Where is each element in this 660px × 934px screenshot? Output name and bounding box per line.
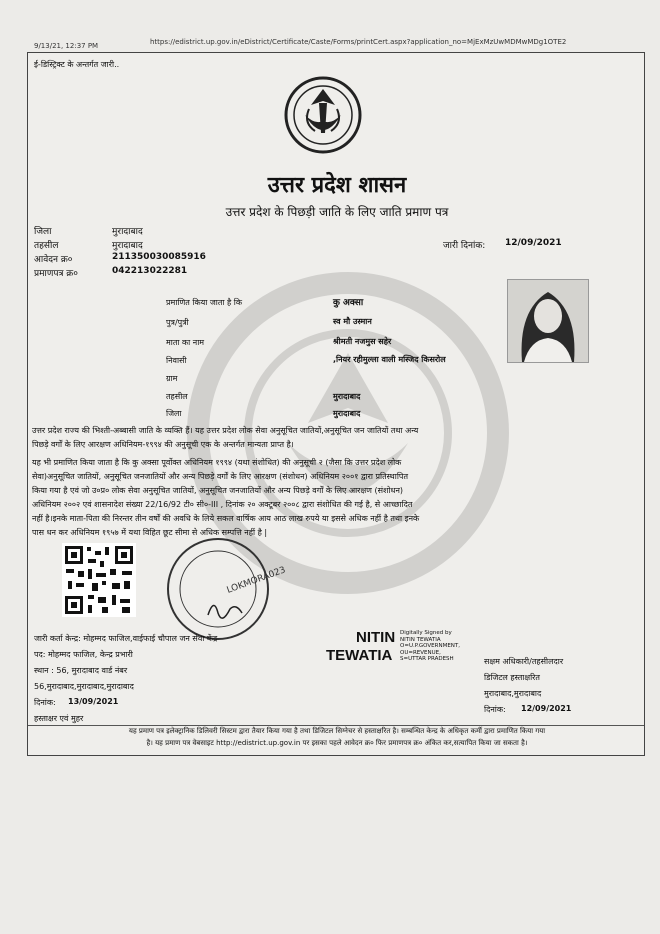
footer-note-line-1: यह प्रमाण पत्र इलेक्ट्रानिक डिलिवरी सिस्टम द्वारा तैयार किया गया है तथा डिजिटल सिग्नेचर से हस्ताक्षरित है। सम्बन्धित केन्द्र के अधिकृत कर्मी द्वारा प्रमाणित किया गया [128, 727, 546, 735]
tehsil-value: मुरादाबाद [112, 241, 143, 251]
caste-paragraph [32, 424, 632, 452]
lokmora-stamp-icon [156, 533, 288, 643]
tehsil-label: तहसील [34, 241, 59, 251]
details-tehsil-label: तहसील [166, 392, 188, 401]
income-paragraph-line: किया गया है एवं जो उ०प्र० लोक सेवा अनुसूचित जातियों, अनुसूचित जनजातियों और अन्य पिछड़े वर्गों के लिए आरक्षण (संशोधन) [32, 486, 404, 495]
caste-paragraph-line: उत्तर प्रदेश राज्य की भिश्ती-अब्बासी जाति के व्यक्ति हैं। यह उत्तर प्रदेश लोक सेवा अनुसूचित जातियों,अनुसूचित जन जातियों तथा अन्य [32, 426, 419, 435]
child-of-label: पुत्र/पुत्री [166, 318, 189, 327]
district-label: जिला [34, 227, 52, 237]
digital-signature-info-line: O=U.P.GOVERNMENT, [400, 643, 461, 649]
issuer-date-value: 13/09/2021 [68, 697, 119, 706]
income-paragraph-line: नहीं है।इनके माता-पिता की निरन्तर तीन वर्षों की अवधि के लिये सकल वार्षिक आय आठ लाख रुपये या इससे अधिक नहीं है तथा इनके [32, 514, 420, 523]
resident-label: निवासी [166, 356, 187, 365]
digital-signer-name-line-2: TEWATIA [326, 647, 393, 664]
details-district-label: जिला [166, 409, 182, 418]
footer-divider [28, 725, 644, 726]
father-name: स्व मौ उस्मान [333, 317, 372, 326]
details-tehsil-value: मुरादाबाद [333, 392, 361, 401]
issue-date-value: 12/09/2021 [505, 238, 562, 248]
authority-date-value: 12/09/2021 [521, 704, 572, 713]
qr-code [62, 543, 136, 617]
applicant-photo [507, 279, 589, 363]
digital-signature-info-line: S=UTTAR PRADESH [400, 656, 454, 662]
certificate-page [27, 52, 645, 756]
certificate-subtitle: उत्तर प्रदेश के पिछड़ी जाति के लिए जाति प्रमाण पत्र [225, 205, 449, 219]
certify-label: प्रमाणित किया जाता है कि [166, 298, 243, 307]
certificate-number-value: 042213022281 [112, 266, 188, 276]
resident-address: ,नियर रहीमुल्ला वाली मस्जिद किसरोल [333, 355, 446, 364]
header-note: ई-डिस्ट्रिक्ट के अन्तर्गत जारी.. [34, 60, 120, 69]
digital-signer-name-line-1: NITIN [356, 629, 396, 646]
mother-name: श्रीमती नजमुस सहेर [333, 337, 392, 346]
issuer-date-label: दिनांक: [34, 698, 56, 707]
authority-place: मुरादाबाद,मुरादाबाद [484, 689, 542, 698]
digital-signature-info [400, 630, 460, 663]
issuer-post: पद: मोहम्मद फाजिल, केन्द्र प्रभारी [34, 650, 133, 659]
caste-paragraph-line: पिछड़े वर्गों के लिए आरक्षण अधिनियम-१९९४ की अनुसूची एक के अन्तर्गत मान्यता प्राप्त है। [32, 440, 294, 449]
applicant-name: कु अक्सा [333, 298, 364, 308]
issue-date-label: जारी दिनांक: [443, 241, 486, 251]
income-paragraph-line: यह भी प्रमाणित किया जाता है कि कु अक्सा पूर्वोक्त अधिनियम १९९४ (यथा संशोधित) की अनुसूची २ (जैसा कि उत्तर प्रदेश लोक [32, 458, 402, 467]
footer-note-line-2: है। यह प्रमाण पत्र वेबसाइट http://edistrict.up.gov.in पर इसका पहले आवेदन क्र० फिर प्रमाणपत्र क्र० अंकित कर,सत्यापित किया जा सकता है। [146, 739, 528, 747]
print-timestamp: 9/13/21, 12:37 PM [34, 42, 99, 50]
issuing-center: जारी कर्ता केन्द्र: मोहम्मद फाजिल,वाईफाई चौपाल जन सेवा केंद्र [34, 634, 218, 643]
income-paragraph-line: पास धन कर अधिनियम १९५७ में यथा विहित छूट सीमा से अधिक सम्पत्ति नहीं है | [32, 528, 268, 537]
application-number-label: आवेदन क्र० [34, 255, 73, 265]
issuer-place: स्थान : 56, मुरादाबाद वार्ड नंबर [34, 666, 128, 675]
certificate-title: उत्तर प्रदेश शासन [267, 172, 407, 198]
up-government-emblem-icon [283, 75, 363, 155]
issuer-place-2: 56,मुरादाबाद,मुरादाबाद,मुरादाबाद [34, 682, 134, 691]
svg-text:LOKMORA023: LOKMORA023 [225, 565, 288, 596]
application-number-value: 211350030085916 [112, 252, 206, 262]
authority-role: सक्षम अधिकारी/तहसीलदार [484, 657, 564, 666]
browser-print-header [0, 0, 660, 52]
district-value: मुरादाबाद [112, 227, 143, 237]
income-paragraph-line: सेवा)अनुसूचित जातियों, अनुसूचित जनजातियों और अन्य पिछड़े वर्गों के लिए आरक्षण (संशोधन) अधिनियम २००१ द्वारा प्रतिस्थापित [32, 472, 408, 481]
certificate-number-label: प्रमाणपत्र क्र० [34, 269, 78, 279]
digital-signature-info-line: NITIN TEWATIA [400, 636, 441, 643]
digital-signature-info-line: OU=REVENUE, [400, 649, 441, 656]
sign-seal-label: हस्ताक्षर एवं मुहर [34, 714, 84, 723]
mother-label: माता का नाम [166, 338, 205, 347]
authority-digital-signature: डिजिटल हस्ताक्षरित [484, 673, 540, 682]
income-paragraph-line: अधिनियम २००२ एवं शासनादेश संख्या 22/16/92 टी० सी०-III , दिनांक २० अक्टूबर २००८ द्वारा संशोधित की गई है, से आच्छादित [32, 500, 413, 509]
authority-date-label: दिनांक: [484, 705, 506, 714]
details-district-value: मुरादाबाद [333, 409, 361, 418]
village-label: ग्राम [166, 374, 178, 383]
digital-signature-info-line: Digitally Signed by [400, 630, 452, 636]
print-url: https://edistrict.up.gov.in/eDistrict/Certificate/Caste/Forms/printCert.aspx?application_no=MjExMzUwMDMwMDg1OTE2 [150, 38, 567, 46]
income-paragraph [32, 456, 632, 540]
